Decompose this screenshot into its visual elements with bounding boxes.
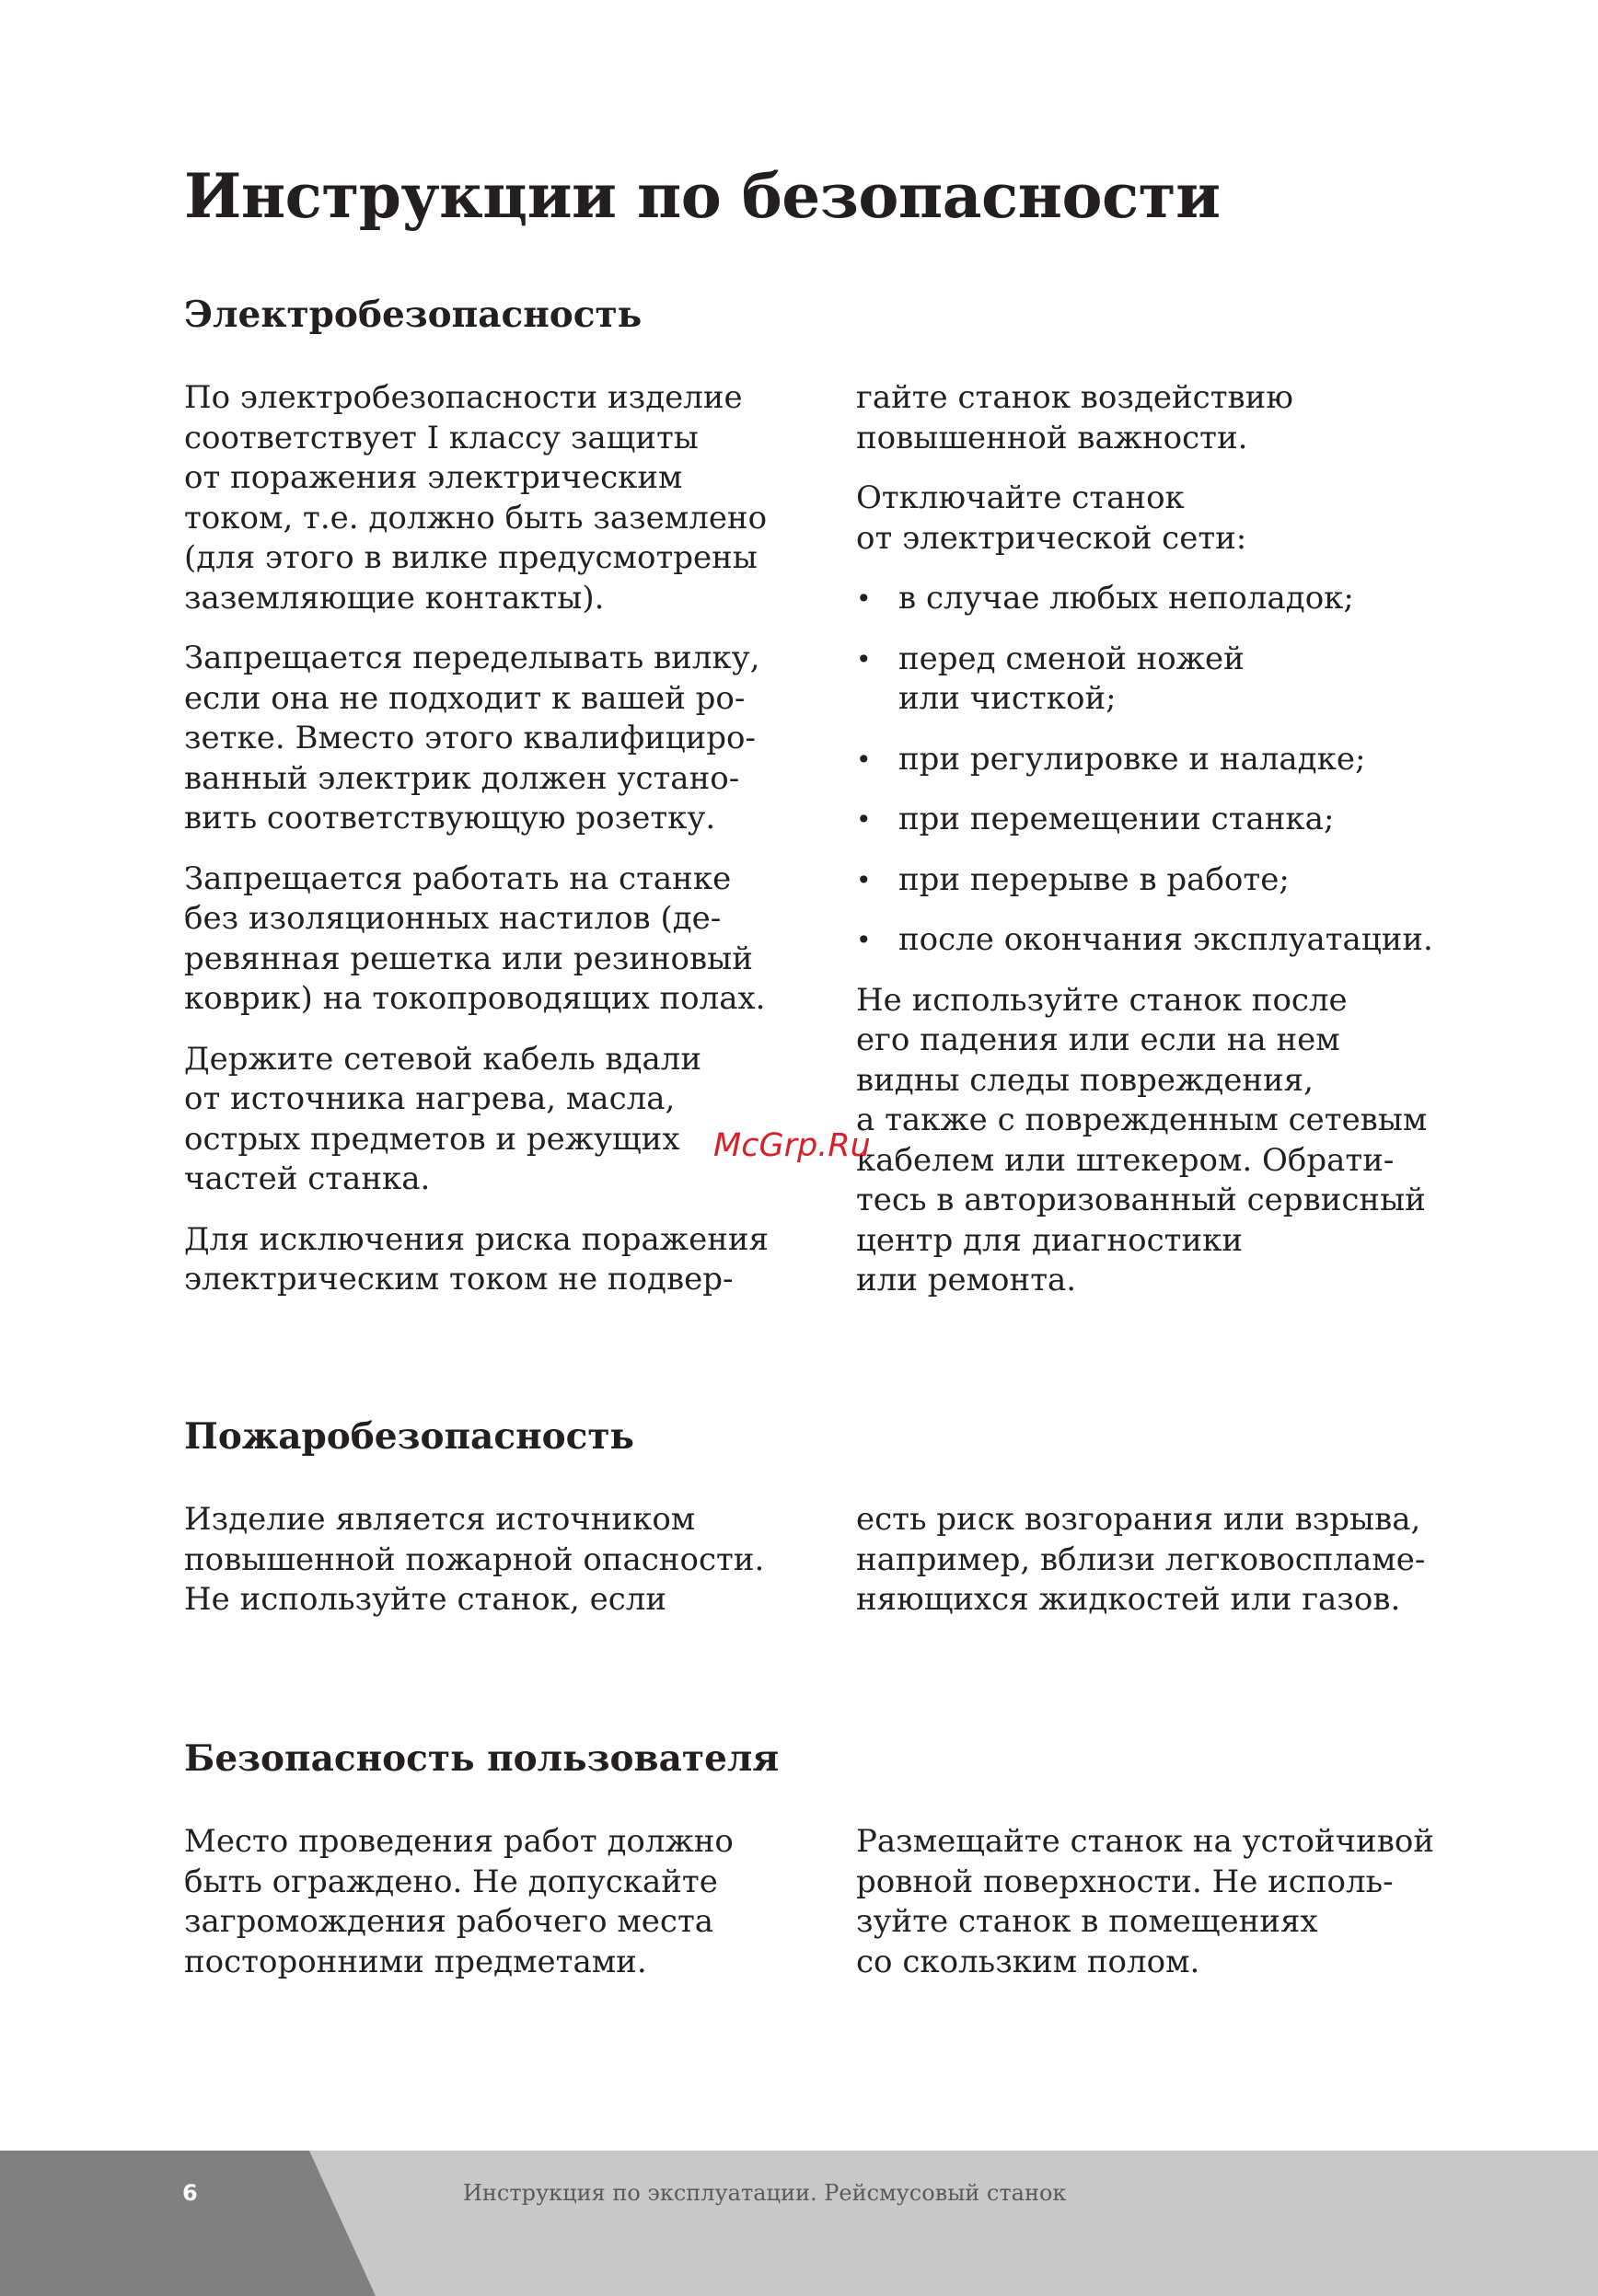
watermark-text: McGrp.Ru [713, 1127, 871, 1164]
fire-right-column [856, 1500, 1482, 1641]
electrical-paragraph: Запрещается работать на станке без изоляционных настилов (де- ревянная решетка или резиновый коврик) на токопроводящих полах. [184, 860, 766, 1017]
user-paragraph: Место проведения работ должно быть ограждено. Не допускайте загромождения рабочего места посторонними предметами. [184, 1823, 734, 1980]
fire-left-column [184, 1500, 810, 1641]
electrical-paragraph: Не используйте станок после его падения или если на нем видны следы повреждения, а также с поврежденным сетевым кабелем или штекером. Обрати- тесь в авторизованный сервисный центр для диагностики или ремонта. [856, 981, 1428, 1298]
disconnect-conditions-list [856, 579, 1482, 961]
user-right-column [856, 1822, 1482, 2002]
page-footer [0, 2151, 1598, 2296]
list-item: • при перерыве в работе; [856, 860, 1482, 901]
list-item: • при регулировке и наладке; [856, 740, 1482, 780]
electrical-left-column [184, 378, 810, 1321]
electrical-right-column [856, 378, 1482, 1321]
fire-paragraph: Изделие является источником повышенной пожарной опасности. Не используйте станок, если [184, 1501, 765, 1618]
list-item: • при перемещении станка; [856, 800, 1482, 840]
section-heading-electrical: Электробезопасность [184, 294, 643, 336]
footer-background [0, 2151, 1598, 2296]
list-item: • после окончания эксплуатации. [856, 920, 1482, 961]
footer-document-title: Инструкция по эксплуатации. Рейсмусовый станок [463, 2180, 1067, 2206]
list-item: • в случае любых неполадок; [856, 579, 1482, 619]
electrical-paragraph: Отключайте станок от электрической сети: [856, 479, 1247, 557]
electrical-paragraph: Для исключения риска поражения электрическим током не подвер- [184, 1220, 769, 1298]
page-number: 6 [182, 2180, 198, 2206]
electrical-paragraph: Держите сетевой кабель вдали от источника нагрева, масла, острых предметов и режущих частей станка. [184, 1040, 702, 1197]
electrical-paragraph: Запрещается переделывать вилку, если она не подходит к вашей ро- зетке. Вместо этого квалифициро- ванный электрик должен устано- вить соответствующую розетку. [184, 640, 760, 836]
user-left-column [184, 1822, 810, 2002]
list-item: • перед сменой ножей или чисткой; [856, 640, 1482, 720]
fire-paragraph: есть риск возгорания или взрыва, например, вблизи легковоспламе- няющихся жидкостей или газов. [856, 1501, 1426, 1618]
electrical-paragraph: гайте станок воздействию повышенной важности. [856, 379, 1293, 456]
user-paragraph: Размещайте станок на устойчивой ровной поверхности. Не исполь- зуйте станок в помещениях со скользким полом. [856, 1823, 1434, 1980]
electrical-paragraph: По электробезопасности изделие соответствует I классу защиты от поражения электрическим током, т.е. должно быть заземлено (для этого в вилке предусмотрены заземляющие контакты). [184, 379, 768, 617]
page-title: Инструкции по безопасности [184, 160, 1221, 232]
section-heading-fire: Пожаробезопасность [184, 1415, 635, 1458]
section-heading-user: Безопасность пользователя [184, 1737, 780, 1780]
